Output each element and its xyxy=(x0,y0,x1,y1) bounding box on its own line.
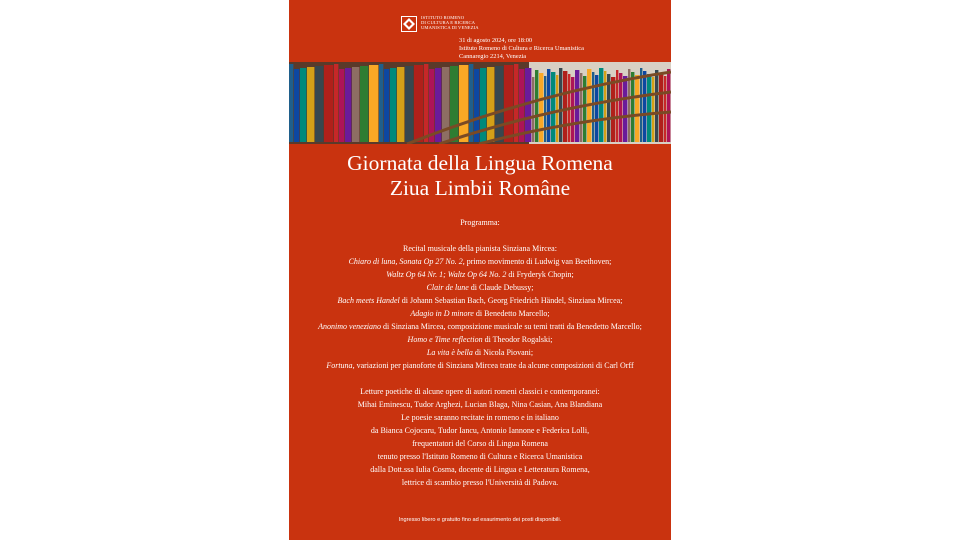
recital-work-title: Chiaro di luna, Sonata Op 27 No. 2 xyxy=(348,257,463,266)
recital-intro: Recital musicale della pianista Sinziana Mircea: xyxy=(403,244,557,253)
letture-line: tenuto presso l'Istituto Romeno di Cultura e Ricerca Umanistica xyxy=(377,452,583,461)
poster-title xyxy=(289,151,671,201)
event-venue: Istituto Romeno di Cultura e Ricerca Umanistica xyxy=(459,45,584,52)
recital-item xyxy=(289,359,671,372)
recital-item xyxy=(289,255,671,268)
recital-work-detail: di Nicola Piovani; xyxy=(472,348,534,357)
recital-work-title: Bach meets Handel xyxy=(337,296,400,305)
event-address: Cannaregio 2214, Venezia xyxy=(459,53,527,60)
recital-item xyxy=(289,333,671,346)
recital-work-detail: , variazioni per pianoforte di Sinziana Mircea tratte da alcune composizioni di Carl Orff xyxy=(352,361,634,370)
letture-line: dalla Dott.ssa Iulia Cosma, docente di Lingua e Letteratura Romena, xyxy=(370,465,590,474)
recital-work-detail: di Johann Sebastian Bach, Georg Friedrich Händel, Sinziana Mircea; xyxy=(399,296,623,305)
recital-work-title: Adagio in D minore xyxy=(410,309,474,318)
recital-work-detail: di Benedetto Marcello; xyxy=(473,309,550,318)
recital-work-detail: di Claude Debussy; xyxy=(468,283,534,292)
title-romanian: Ziua Limbii Române xyxy=(389,176,571,200)
letture-line: Le poesie saranno recitate in romeno e in italiano xyxy=(401,413,559,422)
event-details xyxy=(459,37,584,61)
letture-line: Mihai Eminescu, Tudor Arghezi, Lucian Blaga, Nina Casian, Ana Blandiana xyxy=(357,400,603,409)
recital-work-detail: di Sinziana Mircea, composizione musicale su temi tratti da Benedetto Marcello; xyxy=(381,322,642,331)
recital-work-title: Homo e Time reflection xyxy=(407,335,483,344)
letture-line: lettrice di scambio presso l'Università di Padova. xyxy=(401,478,559,487)
recital-item xyxy=(289,307,671,320)
letture-line: da Bianca Cojocaru, Tudor Iancu, Antonio Iannone e Federica Lolli, xyxy=(370,426,590,435)
program-text xyxy=(289,216,671,489)
library-bookshelf-image xyxy=(289,62,671,144)
recital-item xyxy=(289,346,671,359)
recital-item xyxy=(289,281,671,294)
recital-work-title: Anonimo veneziano xyxy=(318,322,382,331)
title-italian: Giornata della Lingua Romena xyxy=(347,151,613,175)
recital-work-title: Waltz Op 64 Nr. 1; Waltz Op 64 No. 2 xyxy=(386,270,507,279)
recital-item xyxy=(289,320,671,333)
recital-work-detail: , primo movimento di Ludwig van Beethoven; xyxy=(462,257,612,266)
recital-work-title: La vita è bella xyxy=(426,348,473,357)
logo-line-3: UMANISTICA DI VENEZIA xyxy=(421,25,479,30)
recital-item xyxy=(289,294,671,307)
letture-line: Letture poetiche di alcune opere di autori romeni classici e contemporanei: xyxy=(360,387,600,396)
institute-emblem-icon xyxy=(401,16,417,32)
event-poster xyxy=(289,0,671,540)
recital-work-detail: di Fryderyk Chopin; xyxy=(506,270,574,279)
recital-item xyxy=(289,268,671,281)
letture-line: frequentatori del Corso di Lingua Romena xyxy=(412,439,548,448)
recital-work-title: Fortuna xyxy=(326,361,353,370)
event-date: 31 di agosto 2024, ore 18:00 xyxy=(459,37,533,44)
institute-logo xyxy=(401,14,521,36)
programma-heading: Programma: xyxy=(460,218,500,227)
recital-work-detail: di Theodor Rogalski; xyxy=(482,335,553,344)
logo-line-2: DI CULTURA E RICERCA xyxy=(421,20,476,25)
admission-note: Ingresso libero e gratuito fino ad esaurimento dei posti disponibili. xyxy=(398,517,562,523)
recital-work-title: Clair de lune xyxy=(426,283,469,292)
institute-name xyxy=(421,15,479,30)
logo-line-1: ISTITUTO ROMENO xyxy=(421,15,465,20)
